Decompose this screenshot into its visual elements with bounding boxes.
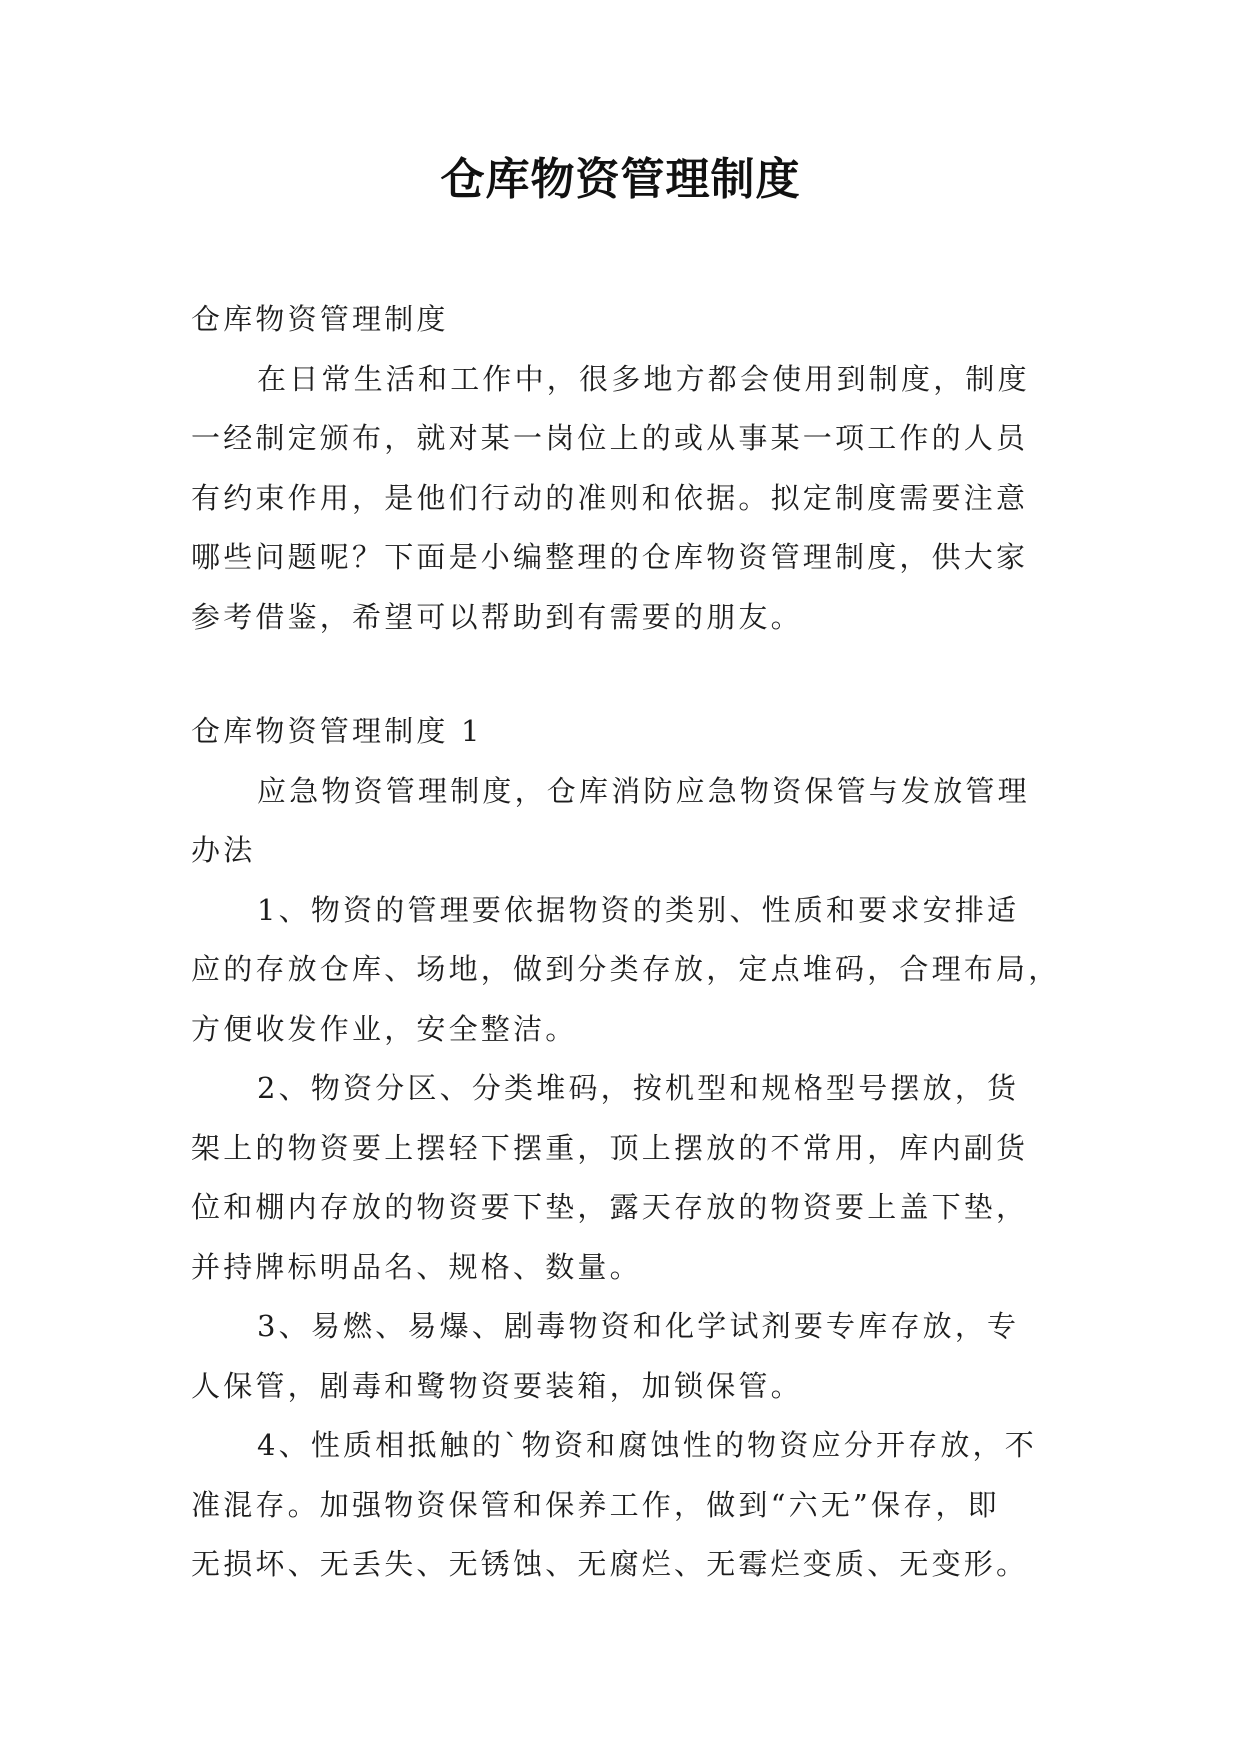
section-heading: 仓库物资管理制度 1 (191, 714, 483, 748)
document-body (191, 290, 1061, 1595)
item-2-line: 位和棚内存放的物资要下垫，露天存放的物资要上盖下垫， (191, 1190, 1029, 1224)
item-1-line: 1、物资的管理要依据物资的类别、性质和要求安排适 (257, 892, 1020, 927)
intro-line: 一经制定颁布，就对某一岗位上的或从事某一项工作的人员 (191, 421, 1029, 455)
item-3-line: 3、易燃、易爆、剧毒物资和化学试剂要专库存放，专 (257, 1309, 1020, 1343)
intro-line: 参考借鉴，希望可以帮助到有需要的朋友。 (191, 599, 803, 634)
section-lead-line: 应急物资管理制度，仓库消防应急物资保管与发放管理 (257, 773, 1030, 808)
section-lead-line: 办法 (191, 833, 256, 867)
item-1-line: 应的存放仓库、场地，做到分类存放，定点堆码，合理布局， (191, 952, 1061, 986)
item-1-line: 方便收发作业，安全整洁。 (191, 1011, 578, 1046)
item-4-line: 4、性质相抵触的`物资和腐蚀性的物资应分开存放，不 (257, 1428, 1037, 1462)
intro-line: 有约束作用，是他们行动的准则和依据。拟定制度需要注意 (191, 480, 1029, 515)
intro-line: 哪些问题呢？下面是小编整理的仓库物资管理制度，供大家 (191, 540, 1029, 574)
item-2-line: 架上的物资要上摆轻下摆重，顶上摆放的不常用，库内副货 (191, 1130, 1029, 1165)
item-4-line: 准混存。加强物资保管和保养工作，做到“六无”保存，即 (191, 1487, 1000, 1522)
intro-line: 在日常生活和工作中，很多地方都会使用到制度，制度 (257, 361, 1030, 396)
intro-heading: 仓库物资管理制度 (191, 302, 449, 336)
section-spacer (191, 647, 1055, 702)
document-title: 仓库物资管理制度 (440, 154, 801, 205)
item-2-line: 2、物资分区、分类堆码，按机型和规格型号摆放，货 (257, 1071, 1020, 1105)
item-3-line: 人保管，剧毒和鹭物资要装箱，加锁保管。 (191, 1368, 803, 1403)
item-2-line: 并持牌标明品名、规格、数量。 (191, 1249, 642, 1284)
item-4-line: 无损坏、无丢失、无锈蚀、无腐烂、无霉烂变质、无变形。 (191, 1547, 1029, 1581)
